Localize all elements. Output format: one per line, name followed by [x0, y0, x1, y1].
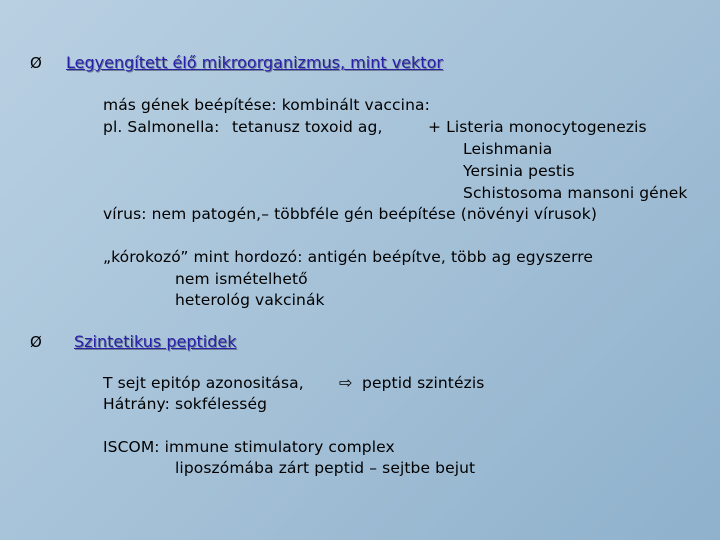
text-line: más gének beépítése: kombinált vaccina:: [103, 96, 430, 114]
text-line: + Listeria monocytogenezis: [428, 118, 647, 136]
text-line: ISCOM: immune stimulatory complex: [103, 438, 395, 456]
text-line: tetanusz toxoid ag,: [232, 118, 383, 136]
text-line: „kórokozó” mint hordozó: antigén beépítve, több ag egyszerre: [103, 248, 594, 266]
bullet-icon: Ø: [30, 333, 42, 351]
section-heading-vector: Legyengített élő mikroorganizmus, mint vektor: [66, 53, 443, 72]
text-line: T sejt epitóp azonositása,: [103, 374, 304, 392]
arrow-right-icon: ⇨: [339, 373, 353, 392]
bullet-icon: Ø: [30, 54, 42, 72]
text-line: liposzómába zárt peptid – sejtbe bejut: [175, 459, 476, 477]
text-line: heterológ vakcinák: [175, 291, 325, 309]
text-line: nem ismételhető: [175, 270, 308, 288]
text-line: Yersinia pestis: [463, 162, 575, 180]
text-line: pl. Salmonella:: [103, 118, 220, 136]
text-line: Schistosoma mansoni gének: [463, 184, 688, 202]
text-line: Leishmania: [463, 140, 553, 158]
text-line: vírus: nem patogén,– többféle gén beépítése (növényi vírusok): [103, 205, 597, 223]
text-line: peptid szintézis: [362, 374, 485, 392]
text-line: Hátrány: sokfélesség: [103, 395, 268, 413]
section-heading-peptides: Szintetikus peptidek: [74, 332, 237, 351]
